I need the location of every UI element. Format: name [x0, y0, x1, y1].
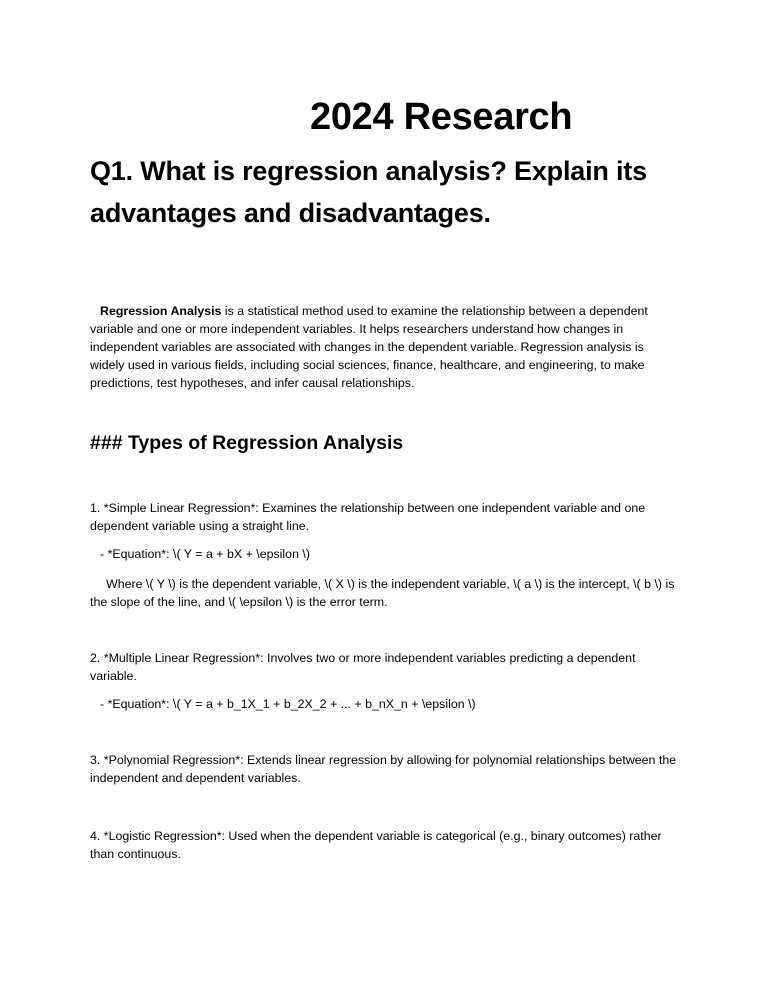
list-item-polynomial: 3. *Polynomial Regression*: Extends linear regression by allowing for polynomial relationships between the independent and dependent variables.: [90, 753, 677, 785]
equation-simple-linear: - *Equation*: \( Y = a + bX + \epsilon \): [100, 547, 310, 561]
list-item-multiple-linear: 2. *Multiple Linear Regression*: Involves two or more independent variables predicting a dependent variable.: [90, 651, 636, 683]
question-heading: Q1. What is regression analysis? Explain its advantages and disadvantages.: [90, 156, 647, 228]
list-item-simple-linear: 1. *Simple Linear Regression*: Examines the relationship between one independent variable and one dependent variable using a straight line.: [90, 501, 646, 533]
intro-paragraph: [90, 302, 680, 392]
types-heading: ### Types of Regression Analysis: [90, 432, 404, 454]
intro-text: is a statistical method used to examine the relationship between a dependent variable and one or more independent variables. It helps researchers understand how changes in independent variables are associated with changes in the dependent variable. Regression analysis is widely used in various fields, including social sciences, finance, healthcare, and engineering, to make predictions, test hypotheses, and infer causal relationships.: [90, 304, 648, 390]
note-simple-linear: [90, 575, 680, 611]
list-item-logistic: 4. *Logistic Regression*: Used when the dependent variable is categorical (e.g., binary outcomes) rather than continuous.: [90, 829, 662, 861]
intro-lead-term: Regression Analysis: [100, 304, 222, 318]
note-simple-linear-text: Where \( Y \) is the dependent variable, \( X \) is the independent variable, \( a \) is the intercept, \( b \) is the slope of the line, and \( \epsilon \) is the error term.: [90, 577, 675, 609]
document-title: 2024 Research: [310, 96, 573, 138]
equation-multiple-linear: - *Equation*: \( Y = a + b_1X_1 + b_2X_2 + ... + b_nX_n + \epsilon \): [100, 697, 476, 711]
